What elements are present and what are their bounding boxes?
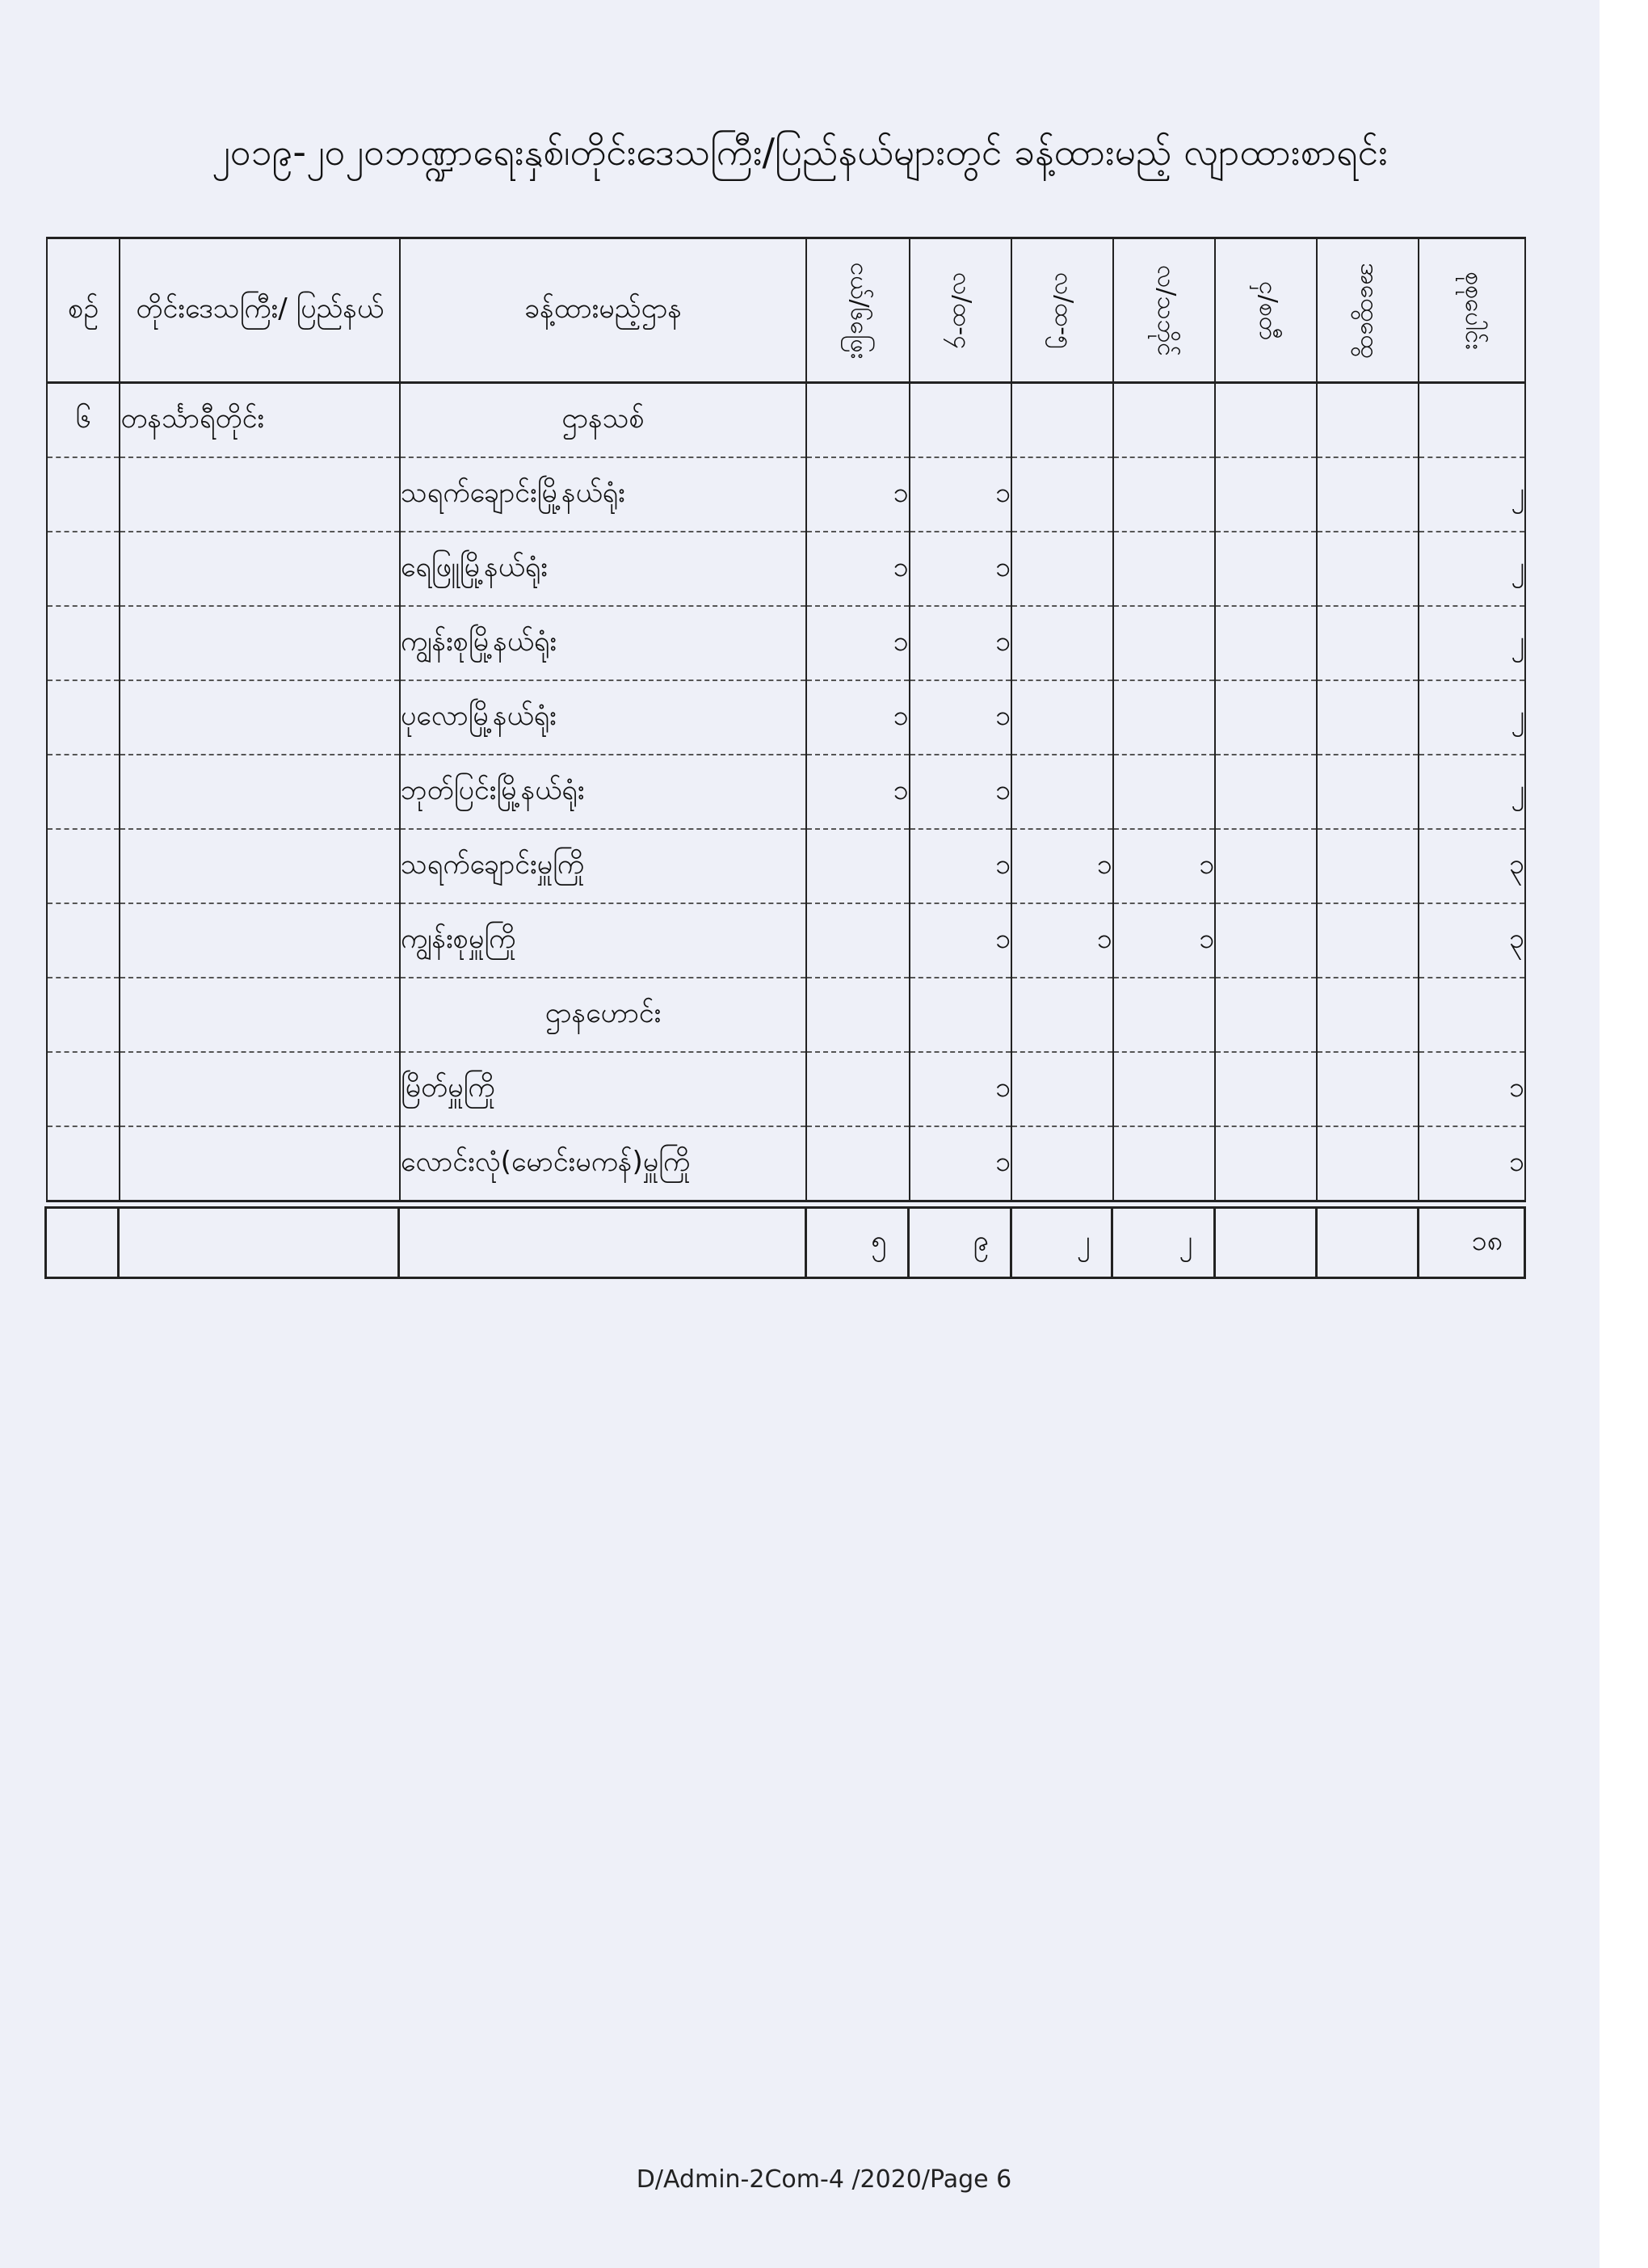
table-row — [47, 903, 1525, 978]
cell-col2: ၁ — [910, 903, 1012, 978]
total-col1: ၅ — [805, 1208, 909, 1278]
cell-col4 — [1113, 532, 1216, 606]
cell-col5 — [1215, 457, 1317, 532]
cell-total: ၂ — [1419, 532, 1525, 606]
table-row — [47, 606, 1525, 680]
cell-total — [1419, 383, 1525, 458]
cell-col3: ၁ — [1011, 829, 1113, 903]
cell-region — [120, 606, 400, 680]
cell-col2: ၁ — [910, 457, 1012, 532]
cell-col1 — [806, 829, 910, 903]
cell-col2: ၁ — [910, 1052, 1012, 1126]
cell-department: ပုလောမြို့နယ်ရုံး — [400, 680, 806, 755]
cell-serial — [47, 532, 120, 606]
staffing-table — [46, 237, 1526, 1202]
cell-col5 — [1215, 978, 1317, 1052]
cell-col4: ၁ — [1113, 903, 1216, 978]
cell-region — [120, 755, 400, 829]
cell-total: ၂ — [1419, 755, 1525, 829]
cell-region — [120, 978, 400, 1052]
cell-region — [120, 1052, 400, 1126]
page-edge — [1600, 0, 1648, 2268]
cell-region: တနင်္သာရီတိုင်း — [120, 383, 400, 458]
cell-department: ရေဖြူမြို့နယ်ရုံး — [400, 532, 806, 606]
cell-region — [120, 532, 400, 606]
cell-serial — [47, 978, 120, 1052]
cell-col3 — [1011, 978, 1113, 1052]
table-row — [47, 383, 1525, 458]
cell-col6 — [1317, 1052, 1419, 1126]
header-col7: စုစုပေါင်း — [1419, 238, 1525, 383]
cell-col6 — [1317, 978, 1419, 1052]
cell-col5 — [1215, 1126, 1317, 1201]
header-serial: စဉ် — [47, 238, 120, 383]
cell-total: ၁ — [1419, 1126, 1525, 1201]
cell-col2: ၁ — [910, 829, 1012, 903]
cell-col4 — [1113, 755, 1216, 829]
header-department: ခန့်ထားမည့်ဌာန — [400, 238, 806, 383]
totals-empty — [119, 1208, 399, 1278]
cell-col4 — [1113, 1052, 1216, 1126]
cell-col1 — [806, 383, 910, 458]
cell-total: ၂ — [1419, 606, 1525, 680]
cell-serial — [47, 829, 120, 903]
cell-col4 — [1113, 383, 1216, 458]
cell-serial: ၆ — [47, 383, 120, 458]
cell-serial — [47, 457, 120, 532]
header-col5: ငှ/စတီ — [1215, 238, 1317, 383]
table-row — [47, 680, 1525, 755]
cell-department: သရက်ချောင်းမှူကြို — [400, 829, 806, 903]
cell-col4 — [1113, 457, 1216, 532]
table-row — [47, 755, 1525, 829]
total-col3: ၂ — [1011, 1208, 1112, 1278]
cell-col4 — [1113, 978, 1216, 1052]
cell-col1: ၁ — [806, 680, 910, 755]
cell-col2 — [910, 978, 1012, 1052]
cell-col6 — [1317, 383, 1419, 458]
cell-region — [120, 457, 400, 532]
cell-col3 — [1011, 457, 1113, 532]
cell-col6 — [1317, 903, 1419, 978]
table-row — [47, 532, 1525, 606]
table-row — [47, 978, 1525, 1052]
table-body — [47, 383, 1525, 1201]
cell-col6 — [1317, 606, 1419, 680]
cell-region — [120, 1126, 400, 1201]
cell-col6 — [1317, 1126, 1419, 1201]
cell-serial — [47, 755, 120, 829]
cell-serial — [47, 680, 120, 755]
cell-col5 — [1215, 755, 1317, 829]
cell-total: ၂ — [1419, 680, 1525, 755]
cell-col1: ၁ — [806, 457, 910, 532]
table-row — [47, 1126, 1525, 1201]
cell-col2: ၁ — [910, 606, 1012, 680]
cell-col3 — [1011, 1126, 1113, 1201]
cell-department: ဘုတ်ပြင်းမြို့နယ်ရုံး — [400, 755, 806, 829]
cell-department: ဌာနဟောင်း — [400, 978, 806, 1052]
total-col4: ၂ — [1112, 1208, 1215, 1278]
cell-col3 — [1011, 532, 1113, 606]
totals-row — [46, 1208, 1525, 1278]
cell-col2 — [910, 383, 1012, 458]
header-col6: အထွေထွေ — [1317, 238, 1419, 383]
header-row — [47, 238, 1525, 383]
cell-col1 — [806, 1126, 910, 1201]
cell-total: ၁ — [1419, 1052, 1525, 1126]
cell-col6 — [1317, 532, 1419, 606]
cell-col5 — [1215, 680, 1317, 755]
cell-col2: ၁ — [910, 532, 1012, 606]
total-col2: ၉ — [909, 1208, 1011, 1278]
header-col2: လ/ထ-၄ — [910, 238, 1012, 383]
cell-col3 — [1011, 680, 1113, 755]
totals-empty — [399, 1208, 805, 1278]
cell-col6 — [1317, 755, 1419, 829]
header-region: တိုင်းဒေသကြီး/ ပြည်နယ် — [120, 238, 400, 383]
cell-col5 — [1215, 383, 1317, 458]
total-col5 — [1215, 1208, 1317, 1278]
cell-col1: ၁ — [806, 755, 910, 829]
cell-col6 — [1317, 680, 1419, 755]
cell-col2: ၁ — [910, 680, 1012, 755]
cell-col6 — [1317, 457, 1419, 532]
cell-col3 — [1011, 1052, 1113, 1126]
cell-col4 — [1113, 606, 1216, 680]
cell-department: လောင်းလုံ(မောင်းမကန်)မှူကြို — [400, 1126, 806, 1201]
cell-department: ဌာနသစ် — [400, 383, 806, 458]
cell-total: ၂ — [1419, 457, 1525, 532]
cell-col4 — [1113, 680, 1216, 755]
cell-region — [120, 829, 400, 903]
cell-col3: ၁ — [1011, 903, 1113, 978]
cell-department: သရက်ချောင်းမြို့နယ်ရုံး — [400, 457, 806, 532]
cell-col5 — [1215, 1052, 1317, 1126]
header-col4: လ/သဘိုင် — [1113, 238, 1216, 383]
table-row — [47, 1052, 1525, 1126]
total-col6 — [1316, 1208, 1419, 1278]
cell-serial — [47, 606, 120, 680]
cell-col2: ၁ — [910, 1126, 1012, 1201]
cell-col1 — [806, 978, 910, 1052]
cell-total: ၃ — [1419, 829, 1525, 903]
page-footer: D/Admin-2Com-4 /2020/Page 6 — [636, 2165, 1012, 2194]
cell-department: ကျွန်းစုမြို့နယ်ရုံး — [400, 606, 806, 680]
page-title: ၂၀၁၉-၂၀၂၀ဘဏ္ဍာရေးနှစ်၊တိုင်းဒေသကြီး/ပြည်နယ်များတွင် ခန့်ထားမည့် လျာထားစာရင်း — [212, 130, 1388, 174]
cell-col1: ၁ — [806, 606, 910, 680]
cell-col3 — [1011, 755, 1113, 829]
cell-total — [1419, 978, 1525, 1052]
cell-region — [120, 680, 400, 755]
grand-total: ၁၈ — [1419, 1208, 1525, 1278]
table-row — [47, 457, 1525, 532]
table-row — [47, 829, 1525, 903]
cell-col1 — [806, 903, 910, 978]
cell-serial — [47, 1052, 120, 1126]
cell-col1 — [806, 1052, 910, 1126]
header-col3: လ/ထ-၅ — [1011, 238, 1113, 383]
cell-col6 — [1317, 829, 1419, 903]
cell-col1: ၁ — [806, 532, 910, 606]
cell-department: ကျွန်းစုမှူကြို — [400, 903, 806, 978]
totals-table — [44, 1206, 1526, 1279]
cell-total: ၃ — [1419, 903, 1525, 978]
header-col1: ငယ်/၆ဖြေး — [806, 238, 910, 383]
cell-col4 — [1113, 1126, 1216, 1201]
cell-col5 — [1215, 606, 1317, 680]
cell-serial — [47, 903, 120, 978]
cell-col3 — [1011, 606, 1113, 680]
cell-col3 — [1011, 383, 1113, 458]
cell-col5 — [1215, 903, 1317, 978]
cell-region — [120, 903, 400, 978]
totals-empty — [46, 1208, 119, 1278]
cell-serial — [47, 1126, 120, 1201]
cell-col4: ၁ — [1113, 829, 1216, 903]
cell-col2: ၁ — [910, 755, 1012, 829]
cell-col5 — [1215, 532, 1317, 606]
cell-department: မြိတ်မှူကြို — [400, 1052, 806, 1126]
cell-col5 — [1215, 829, 1317, 903]
